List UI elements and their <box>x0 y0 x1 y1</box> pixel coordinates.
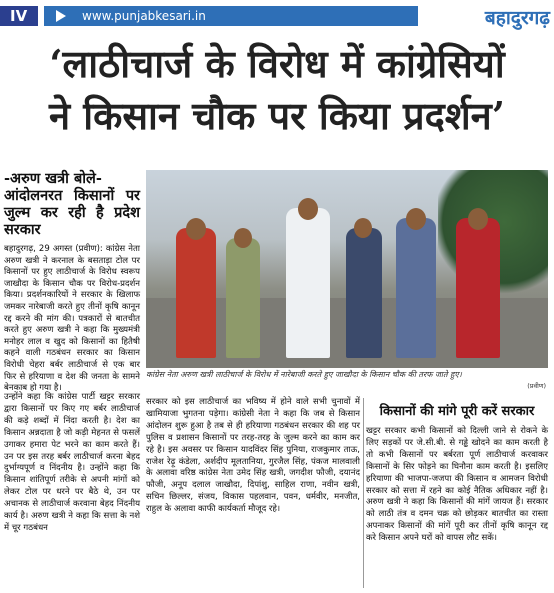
page-label: IV <box>4 6 38 26</box>
masthead <box>0 0 554 34</box>
side-story-kicker: -अरुण खत्री बोले- <box>4 170 102 187</box>
photo-person <box>456 218 500 358</box>
photo-person <box>346 228 382 358</box>
side-story-body: बहादुरगढ़, 29 अगस्त (प्रवीण): कांग्रेस नेता अरुण खत्री ने करनाल के बसताड़ा टोल पर किसानों पर हुए लाठीचार्ज के विरोध स्वरूप जाखौदा के किसान चौक पर विरोध-प्रदर्शन किया। प्रदर्शनकारियों ने सरकार के खिलाफ जमकर नारेबाजी करते हुए तीनों कृषि कानून रद्द करने की मांग की। पत्रकारों से बातचीत करते हुए अरुण खत्री ने कहा कि मुख्यमंत्री मनोहर लाल व खुद को किसानों का हितैषी कहने वाली गठबंधन सरकार का किसान विरोधी चेहरा बर्बर लाठीचार्ज से एक बार फिर से हरियाणा व देश की जनता के सामने बेनकाब हो गया है। <box>4 244 140 394</box>
photo-person <box>396 218 436 358</box>
photo-person-head <box>234 228 252 248</box>
article-column-1: उन्होंने कहा कि कांग्रेस पार्टी खट्टर सरकार द्वारा किसानों पर किए गए बर्बर लाठीचार्ज की कड़े शब्दों में निंदा करती है। देश का किसान अन्नदाता है जो कड़ी मेहनत से फसलें उगाकर हमारा पेट भरने का काम करते हैं। उन पर इस तरह बर्बर लाठीचार्ज करना बेहद दुर्भाग्यपूर्ण व निंदनीय है। उन्होंने कहा कि किसान शांतिपूर्ण तरीके से अपनी मांगों को लेकर टोल पर धरने पर बैठे थे, उन पर अचानक से लाठीचार्ज करवाना बेहद निंदनीय कार्य है। अरुण खत्री ने कहा कि सत्ता के नशे में चूर गठबंधन <box>4 392 140 533</box>
photo-person <box>226 238 260 358</box>
photo-person-head <box>406 208 426 230</box>
article-column-3 <box>366 404 548 545</box>
side-story-headline: आंदोलनरत किसानों पर जुल्म कर रही है प्रदेश सरकार <box>4 187 140 238</box>
column-divider <box>363 398 364 588</box>
photo-credit: (प्रवीण) <box>527 382 546 390</box>
photo-person-head <box>298 198 318 220</box>
photo-caption-text: कांग्रेस नेता अरुण खत्री लाठीचार्ज के विरोध में नारेबाजी करते हुए जाखौदा के किसान चौक की तरफ जाते हुए। <box>146 370 462 379</box>
headline-line-1: ‘लाठीचार्ज के विरोध में कांग्रेसियों <box>49 41 505 86</box>
photo-caption <box>146 369 548 390</box>
photo-person-head <box>468 208 488 230</box>
side-story <box>4 170 140 395</box>
article-column-3-body: खट्टर सरकार कभी किसानों को दिल्ली जाने से रोकने के लिए सड़कों पर जे.सी.बी. से गड्ढे खोदने का काम करती है तो कभी किसानों पर बर्बरता पूर्ण लाठीचार्ज करवाकर किसानों के सिर फोड़ने का घिनौना काम करती है। इसलिए हरियाणा की भाजपा-जजपा की किसान व आमजन विरोधी सरकार को सत्ता में रहने का कोई नैतिक अधिकार नहीं है। अरुण खत्री ने कहा कि किसानों की मांगें जायज हैं। सरकार को लाठी तंत्र व दमन चक्र को छोड़कर बातचीत का रास्ता अपनाकर किसानों की मांगें पूरी कर तीनों कृषि कानून रद्द करे किसान अपने घरों को वापस लौट सकें। <box>366 426 548 544</box>
headline <box>0 38 554 142</box>
photo-person <box>176 228 216 358</box>
news-photo <box>146 170 548 368</box>
article-column-2: सरकार को इस लाठीचार्ज का भविष्य में होने वाले सभी चुनावों में खामियाजा भुगतना पड़ेगा। कांग्रेसी नेता ने कहा कि जब से किसान आंदोलन शुरू हुआ है तब से ही हरियाणा गठबंधन सरकार की शह पर पुलिस व प्रशासन किसानों पर तरह-तरह के जुल्म करने का काम कर रहे है। इस अवसर पर किसान यादविंदर सिंह पुनिया, राजकुमार ताऊ, राजेश रेढ़ू कंडेला, अर्शदीप मूलतानिया, गुरजैल सिंह, पंकज मालवाली के अलावा वरिष्ठ कांग्रेस नेता उमेद सिंह खत्री, जगदीश फौजी, दयानंद फौजी, अनूप दलाल जाखौदा, दिपांशु, साहिल राणा, नवीन खत्री, सचिन छिल्लर, संजय, विकास पहलवान, पवन, धर्मवीर, मनजीत, राहुल के अलावा काफी कार्यकर्ता मौजूद रहे। <box>146 397 360 515</box>
photo-person-head <box>186 218 206 240</box>
play-arrow-icon <box>56 10 66 22</box>
site-url: www.punjabkesari.in <box>82 9 206 23</box>
subhead: किसानों की मांगे पूरी करें सरकार <box>379 404 535 419</box>
photo-person <box>286 208 330 358</box>
photo-person-head <box>354 218 372 238</box>
city-name: बहादुरगढ़ <box>484 7 550 29</box>
headline-line-2: ने किसान चौक पर किया प्रदर्शन’ <box>48 93 506 138</box>
url-banner <box>44 6 418 26</box>
side-story-title <box>4 170 140 238</box>
